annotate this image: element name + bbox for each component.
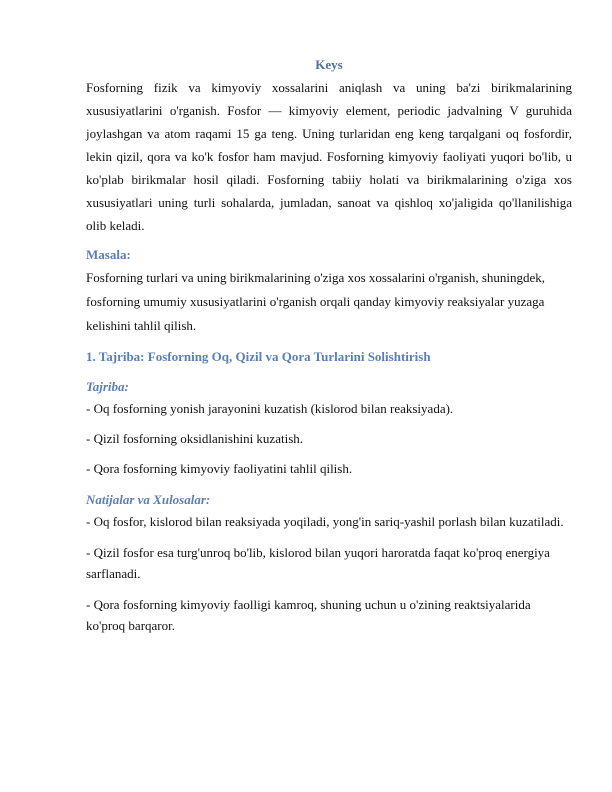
- masala-text: Fosforning turlari va uning birikmalarining o'ziga xos xossalarini o'rganish, shuningdek, fosforning umumiy xususiyatlarini o'rganish orqali qanday kimyoviy reaksiyalar yuzaga kelishini tahlil qilish.: [86, 270, 546, 333]
- section-1-heading: 1. Tajriba: Fosforning Oq, Qizil va Qora Turlarini Solishtirish: [86, 349, 431, 364]
- intro-paragraph: Fosforning fizik va kimyoviy xossalarini aniqlash va uning ba'zi birikmalarining xususiyatlarini o'rganish. Fosfor — kimyoviy element, periodic jadvalning V guruhida joylashgan va atom raqami 15 ga teng. Uning turlaridan eng keng tarqalgani oq fosfordir, lekin qizil, qora va ko'k fosfor ham mavjud. Fosforning kimyoviy faoliyati yuqori bo'lib, u ko'plab birikmalar hosil qiladi. Fosforning tabiiy holati va birikmalarining o'ziga xos xususiyatlari uning turli sohalarda, jumladan, sanoat va qishloq xo'jaligida qo'llanilishiga olib keladi.: [86, 80, 572, 233]
- tajriba-item-1: - Oq fosforning yonish jarayonini kuzatish (kislorod bilan reaksiyada).: [86, 401, 454, 416]
- natijalar-item-2: - Qizil fosfor esa turg'unroq bo'lib, kislorod bilan yuqori haroratda faqat ko'proq energiya sarflanadi.: [86, 545, 550, 581]
- document-body: [86, 56, 572, 646]
- tajriba-item-2: - Qizil fosforning oksidlanishini kuzatish.: [86, 431, 304, 446]
- document-title: Keys: [315, 57, 343, 72]
- natijalar-heading: Natijalar va Xulosalar:: [86, 492, 211, 507]
- tajriba-item-3: - Qora fosforning kimyoviy faoliyatini tahlil qilish.: [86, 461, 353, 476]
- tajriba-heading: Tajriba:: [86, 379, 129, 394]
- natijalar-item-3: - Qora fosforning kimyoviy faolligi kamroq, shuning uchun u o'zining reaktsiyalarida ko'proq barqaror.: [86, 597, 531, 633]
- natijalar-item-1: - Oq fosfor, kislorod bilan reaksiyada yoqiladi, yong'in sariq-yashil porlash bilan kuzatiladi.: [86, 514, 564, 529]
- masala-heading: Masala:: [86, 247, 131, 262]
